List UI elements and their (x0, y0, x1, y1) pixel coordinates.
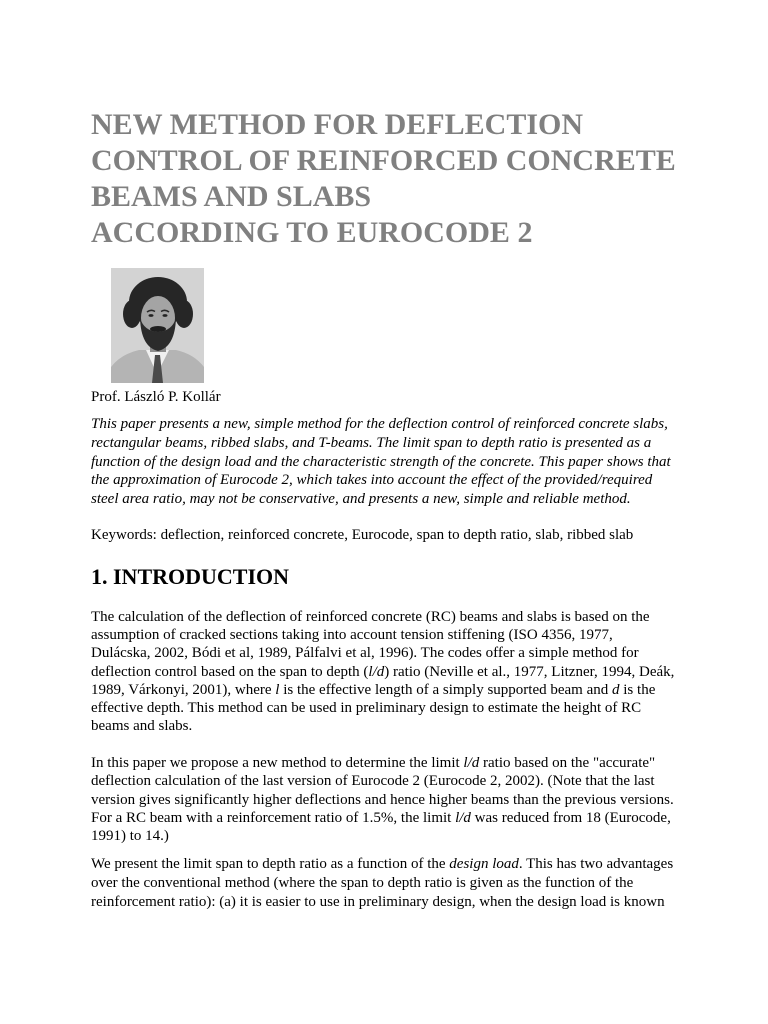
text-run: 1991) to 14.) (91, 828, 169, 844)
paragraph-line (91, 663, 674, 681)
text-run: . This has two advantages (518, 856, 674, 872)
intro-paragraph-1 (91, 608, 674, 735)
text-run: is the (619, 681, 656, 698)
italic-term: l (275, 681, 280, 698)
abstract-line: the approximation of Eurocode 2, which takes into account the effect of the provided/required (91, 472, 653, 489)
abstract-line: rectangular beams, ribbed slabs, and T-beams. The limit span to depth ratio is presented as a (91, 434, 652, 451)
paragraph-line (91, 644, 674, 662)
paragraph-line (91, 717, 674, 735)
title-line: ACCORDING TO EUROCODE 2 (91, 216, 533, 249)
text-run: For a RC beam with a reinforcement ratio of 1.5%, the limit (91, 809, 456, 826)
italic-term: l/d (455, 809, 471, 826)
text-run: is the effective length of a simply supported beam and (279, 681, 613, 698)
italic-term: d (612, 681, 620, 698)
portrait-eye (163, 314, 168, 317)
abstract-line: This paper presents a new, simple method for the deflection control of reinforced concrete slabs, (91, 416, 668, 432)
text-run: beams and slabs. (91, 718, 193, 735)
portrait-mustache (150, 326, 166, 332)
italic-term: l/d (368, 663, 385, 680)
document-title (91, 107, 676, 251)
paragraph-line (91, 699, 674, 717)
paragraph-line (91, 827, 674, 845)
title-line: NEW METHOD FOR DEFLECTION (91, 108, 583, 141)
text-run: was reduced from 18 (Eurocode, (470, 809, 671, 826)
text-run: The calculation of the deflection of reinforced concrete (RC) beams and slabs is based on the (91, 609, 650, 625)
text-run: assumption of cracked sections taking into account tension stiffening (ISO 4356, 1977, (91, 627, 613, 644)
paragraph-line (91, 855, 673, 874)
paragraph-line (91, 608, 674, 626)
section-heading-introduction: 1. INTRODUCTION (91, 564, 290, 589)
paragraph-line (91, 791, 674, 809)
portrait-eye (149, 314, 154, 317)
paragraph-line (91, 874, 673, 893)
text-run: ) ratio (Neville et al., 1977, Litzner, 1994, Deák, (384, 663, 675, 680)
text-run: over the conventional method (where the span to depth ratio is given as the function of the (91, 875, 634, 891)
paragraph-line (91, 893, 673, 912)
text-run: version gives significantly higher deflections and hence higher beams than the previous versions. (91, 791, 674, 808)
intro-paragraph-3 (91, 855, 673, 912)
paragraph-line (91, 809, 674, 827)
abstract-line: steel area ratio, may not be conservative, and presents a new, simple and reliable method. (91, 491, 631, 507)
text-run: 1989, Várkonyi, 2001), where (91, 681, 276, 698)
text-run: In this paper we propose a new method to determine the limit (91, 755, 464, 771)
paragraph-line (91, 681, 674, 699)
text-run: deflection control based on the span to depth ( (91, 663, 369, 680)
keywords: Keywords: deflection, reinforced concrete, Eurocode, span to depth ratio, slab, ribbed slab (91, 527, 634, 543)
text-run: ratio based on the "accurate" (479, 755, 656, 771)
author-name: Prof. László P. Kollár (91, 389, 221, 405)
paragraph-line (91, 772, 674, 790)
text-run: deflection calculation of the last version of Eurocode 2 (Eurocode 2, 2002). (Note that the last (91, 773, 655, 790)
abstract-line: function of the design load and the characteristic strength of the concrete. This paper shows that (91, 453, 671, 470)
italic-term: l/d (463, 755, 480, 771)
abstract (91, 415, 671, 509)
title-line: CONTROL OF REINFORCED CONCRETE (91, 144, 676, 177)
text-run: We present the limit span to depth ratio as a function of the (91, 856, 450, 872)
paragraph-line (91, 754, 674, 772)
text-run: reinforcement ratio): (a) it is easier to use in preliminary design, when the design load is known (91, 894, 665, 910)
intro-paragraph-2 (91, 754, 674, 845)
title-line: BEAMS AND SLABS (91, 180, 372, 213)
text-run: effective depth. This method can be used in preliminary design to estimate the height of RC (91, 700, 642, 717)
italic-term: design load (449, 856, 519, 872)
author-photo (111, 268, 204, 383)
paragraph-line (91, 626, 674, 644)
text-run: Dulácska, 2002, Bódi et al, 1989, Pálfalvi et al, 1996). The codes offer a simple method for (91, 645, 639, 662)
